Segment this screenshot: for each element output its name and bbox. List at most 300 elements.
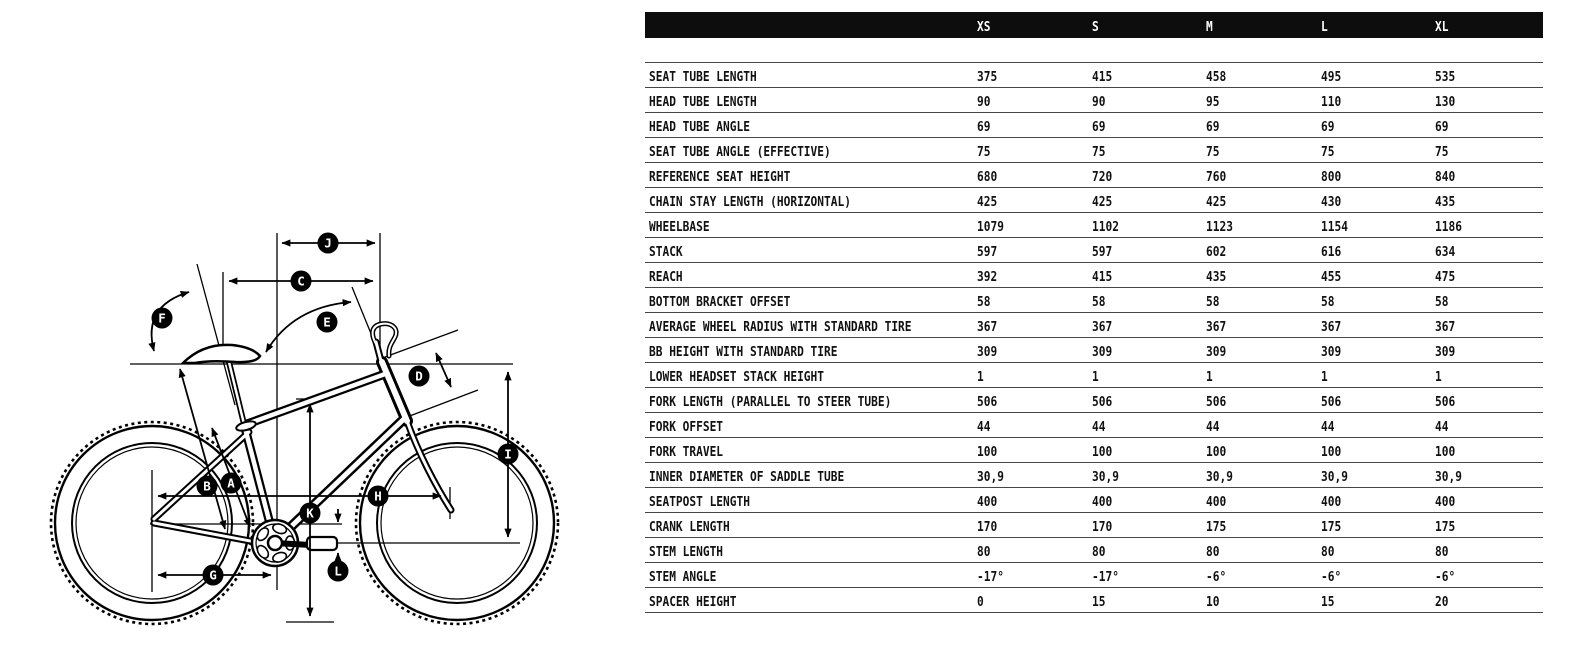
cell-m bbox=[1206, 416, 1321, 435]
cell-xs bbox=[977, 566, 1092, 585]
cell-l bbox=[1321, 291, 1435, 310]
cell-xl-text: 175 bbox=[1435, 519, 1456, 535]
table-row bbox=[645, 337, 1543, 362]
cell-xl bbox=[1435, 166, 1543, 185]
cell-l bbox=[1321, 341, 1435, 360]
cell-xs bbox=[977, 541, 1092, 560]
cell-xs bbox=[977, 416, 1092, 435]
dim-b bbox=[180, 369, 225, 529]
cell-xs bbox=[977, 191, 1092, 210]
cell-s bbox=[1092, 266, 1206, 285]
cell-s-text: 425 bbox=[1092, 194, 1113, 210]
cell-l bbox=[1321, 116, 1435, 135]
cell-xl bbox=[1435, 241, 1543, 260]
cell-m-text: -6° bbox=[1206, 569, 1227, 585]
row-label-text: INNER DIAMETER OF SADDLE TUBE bbox=[649, 469, 845, 485]
cell-l-text: 800 bbox=[1321, 169, 1342, 185]
cell-xs-text: 100 bbox=[977, 444, 998, 460]
row-label bbox=[645, 216, 977, 235]
cell-xs-text: 170 bbox=[977, 519, 998, 535]
row-label bbox=[645, 566, 977, 585]
cell-l-text: 69 bbox=[1321, 119, 1335, 135]
cell-l-text: 616 bbox=[1321, 244, 1342, 260]
row-label-text: FORK TRAVEL bbox=[649, 444, 724, 460]
cell-l bbox=[1321, 241, 1435, 260]
table-row bbox=[645, 412, 1543, 437]
cell-l-text: 80 bbox=[1321, 544, 1335, 560]
table-row bbox=[645, 162, 1543, 187]
dim-label-f bbox=[152, 308, 173, 329]
row-label bbox=[645, 366, 977, 385]
cell-xl-text: 58 bbox=[1435, 294, 1449, 310]
cell-s-text: 1 bbox=[1092, 369, 1099, 385]
row-label-text: AVERAGE WHEEL RADIUS WITH STANDARD TIRE bbox=[649, 319, 912, 335]
geometry-table bbox=[645, 12, 1543, 613]
cell-s-text: 58 bbox=[1092, 294, 1106, 310]
cell-l bbox=[1321, 366, 1435, 385]
cell-m bbox=[1206, 316, 1321, 335]
cell-xs bbox=[977, 591, 1092, 610]
cell-s-text: 506 bbox=[1092, 394, 1113, 410]
cell-xs-text: 506 bbox=[977, 394, 998, 410]
table-row bbox=[645, 512, 1543, 537]
cell-l bbox=[1321, 191, 1435, 210]
cell-l bbox=[1321, 66, 1435, 85]
cell-xl bbox=[1435, 216, 1543, 235]
cell-s bbox=[1092, 216, 1206, 235]
dim-label-h bbox=[368, 486, 389, 507]
row-label bbox=[645, 316, 977, 335]
cell-xs bbox=[977, 316, 1092, 335]
cell-m-text: 80 bbox=[1206, 544, 1220, 560]
cell-l bbox=[1321, 591, 1435, 610]
cell-xl bbox=[1435, 516, 1543, 535]
cell-xs bbox=[977, 491, 1092, 510]
size-header-row bbox=[645, 12, 1543, 38]
cell-l bbox=[1321, 466, 1435, 485]
cell-s bbox=[1092, 466, 1206, 485]
cell-xs bbox=[977, 116, 1092, 135]
cell-m bbox=[1206, 516, 1321, 535]
row-label-text: SEAT TUBE LENGTH bbox=[649, 69, 757, 85]
cell-s bbox=[1092, 116, 1206, 135]
seatpost-clamp bbox=[235, 420, 256, 433]
dim-label-j bbox=[318, 233, 339, 254]
cell-xl-text: 75 bbox=[1435, 144, 1449, 160]
cell-xl bbox=[1435, 116, 1543, 135]
cell-s-text: 30,9 bbox=[1092, 469, 1119, 485]
bike-diagram bbox=[0, 0, 645, 650]
cell-xs-text: 30,9 bbox=[977, 469, 1004, 485]
cell-l bbox=[1321, 216, 1435, 235]
row-label bbox=[645, 391, 977, 410]
cell-xs-text: 680 bbox=[977, 169, 998, 185]
row-label-text: HEAD TUBE LENGTH bbox=[649, 94, 757, 110]
cell-s bbox=[1092, 91, 1206, 110]
cell-l-text: 58 bbox=[1321, 294, 1335, 310]
cell-xl-text: 130 bbox=[1435, 94, 1456, 110]
row-label bbox=[645, 166, 977, 185]
cell-l-text: 400 bbox=[1321, 494, 1342, 510]
cell-xs-text: 1079 bbox=[977, 219, 1004, 235]
cell-s bbox=[1092, 416, 1206, 435]
row-label-text: FORK LENGTH (PARALLEL TO STEER TUBE) bbox=[649, 394, 892, 410]
cell-xs-text: 1 bbox=[977, 369, 984, 385]
cell-xl bbox=[1435, 91, 1543, 110]
cell-m bbox=[1206, 241, 1321, 260]
cell-l bbox=[1321, 566, 1435, 585]
cell-s-text: 720 bbox=[1092, 169, 1113, 185]
cell-m-text: 69 bbox=[1206, 119, 1220, 135]
cell-m bbox=[1206, 166, 1321, 185]
cell-m bbox=[1206, 541, 1321, 560]
cell-xl-text: 44 bbox=[1435, 419, 1449, 435]
cell-m bbox=[1206, 216, 1321, 235]
row-label-text: SPACER HEIGHT bbox=[649, 594, 737, 610]
cell-s-text: 90 bbox=[1092, 94, 1106, 110]
size-col-header-l bbox=[1321, 16, 1435, 35]
table-row bbox=[645, 62, 1543, 87]
cell-xs bbox=[977, 341, 1092, 360]
table-row bbox=[645, 112, 1543, 137]
cell-s-text: 415 bbox=[1092, 269, 1113, 285]
size-col-header-xs-text: XS bbox=[977, 19, 991, 35]
cell-m-text: 400 bbox=[1206, 494, 1227, 510]
cell-l bbox=[1321, 166, 1435, 185]
cell-s bbox=[1092, 141, 1206, 160]
cell-s-text: 415 bbox=[1092, 69, 1113, 85]
size-col-header-m-text: M bbox=[1206, 19, 1213, 35]
cell-s bbox=[1092, 391, 1206, 410]
cell-s-text: 309 bbox=[1092, 344, 1113, 360]
row-label-text: STEM LENGTH bbox=[649, 544, 724, 560]
saddle bbox=[183, 345, 260, 363]
cell-m-text: 425 bbox=[1206, 194, 1227, 210]
cell-xs-text: 69 bbox=[977, 119, 991, 135]
cell-xl bbox=[1435, 441, 1543, 460]
cell-xs-text: 80 bbox=[977, 544, 991, 560]
size-col-header-xl-text: XL bbox=[1435, 19, 1449, 35]
row-label-text: SEAT TUBE ANGLE (EFFECTIVE) bbox=[649, 144, 831, 160]
cell-l-text: 455 bbox=[1321, 269, 1342, 285]
row-label bbox=[645, 516, 977, 535]
cell-m bbox=[1206, 91, 1321, 110]
cell-l-text: 44 bbox=[1321, 419, 1335, 435]
cell-m bbox=[1206, 341, 1321, 360]
cell-xl-text: 840 bbox=[1435, 169, 1456, 185]
cell-s bbox=[1092, 241, 1206, 260]
row-label-text: CRANK LENGTH bbox=[649, 519, 730, 535]
cell-s-text: 80 bbox=[1092, 544, 1106, 560]
cell-xs bbox=[977, 516, 1092, 535]
table-row bbox=[645, 287, 1543, 312]
cell-xl-text: 535 bbox=[1435, 69, 1456, 85]
cell-m bbox=[1206, 441, 1321, 460]
cell-xs-text: 425 bbox=[977, 194, 998, 210]
cell-m bbox=[1206, 266, 1321, 285]
cell-xl bbox=[1435, 566, 1543, 585]
cell-l-text: 75 bbox=[1321, 144, 1335, 160]
cell-l bbox=[1321, 391, 1435, 410]
cell-xl bbox=[1435, 416, 1543, 435]
dim-e-arc bbox=[266, 302, 351, 352]
row-label-text: WHEELBASE bbox=[649, 219, 710, 235]
dimension-arrows bbox=[152, 243, 508, 616]
cell-l-text: 1 bbox=[1321, 369, 1328, 385]
size-col-header-xl bbox=[1435, 16, 1543, 35]
cell-m bbox=[1206, 466, 1321, 485]
row-label bbox=[645, 91, 977, 110]
cell-m-text: 95 bbox=[1206, 94, 1220, 110]
cell-xl bbox=[1435, 191, 1543, 210]
svg-text:H: H bbox=[374, 488, 382, 504]
cell-l bbox=[1321, 541, 1435, 560]
cell-m-text: 435 bbox=[1206, 269, 1227, 285]
cell-l-text: 110 bbox=[1321, 94, 1342, 110]
cell-xl-text: 367 bbox=[1435, 319, 1456, 335]
cell-s-text: 170 bbox=[1092, 519, 1113, 535]
cell-xl bbox=[1435, 341, 1543, 360]
cell-l-text: 309 bbox=[1321, 344, 1342, 360]
row-label-text: FORK OFFSET bbox=[649, 419, 724, 435]
cell-xs bbox=[977, 91, 1092, 110]
row-label bbox=[645, 416, 977, 435]
wheels bbox=[51, 422, 558, 624]
svg-text:K: K bbox=[306, 505, 314, 521]
cell-xl-text: 435 bbox=[1435, 194, 1456, 210]
dim-label-g bbox=[203, 565, 224, 586]
cell-xs-text: 90 bbox=[977, 94, 991, 110]
row-label bbox=[645, 541, 977, 560]
cell-m-text: 1 bbox=[1206, 369, 1213, 385]
cell-l bbox=[1321, 441, 1435, 460]
seat-tube-axis-line bbox=[197, 264, 235, 405]
size-col-header-m bbox=[1206, 16, 1321, 35]
cell-s-text: 15 bbox=[1092, 594, 1106, 610]
svg-text:J: J bbox=[324, 235, 332, 251]
cell-s bbox=[1092, 191, 1206, 210]
cell-s bbox=[1092, 341, 1206, 360]
cell-m-text: 44 bbox=[1206, 419, 1220, 435]
cell-xl bbox=[1435, 466, 1543, 485]
cell-m-text: 367 bbox=[1206, 319, 1227, 335]
cell-m-text: 309 bbox=[1206, 344, 1227, 360]
cell-m bbox=[1206, 116, 1321, 135]
row-label-text: SEATPOST LENGTH bbox=[649, 494, 750, 510]
cell-l bbox=[1321, 516, 1435, 535]
cell-xs-text: 44 bbox=[977, 419, 991, 435]
cell-xs-text: 58 bbox=[977, 294, 991, 310]
cell-s bbox=[1092, 291, 1206, 310]
table-row bbox=[645, 312, 1543, 337]
row-label bbox=[645, 291, 977, 310]
cell-l bbox=[1321, 416, 1435, 435]
cell-l-text: 30,9 bbox=[1321, 469, 1348, 485]
cell-m bbox=[1206, 566, 1321, 585]
cell-xl-text: 1 bbox=[1435, 369, 1442, 385]
cell-xl bbox=[1435, 141, 1543, 160]
svg-text:G: G bbox=[209, 567, 217, 583]
cell-s bbox=[1092, 491, 1206, 510]
cell-xs-text: 597 bbox=[977, 244, 998, 260]
cell-s bbox=[1092, 516, 1206, 535]
pedal bbox=[307, 537, 337, 550]
row-label-text: HEAD TUBE ANGLE bbox=[649, 119, 750, 135]
cell-xl-text: 30,9 bbox=[1435, 469, 1462, 485]
cell-s bbox=[1092, 66, 1206, 85]
svg-text:I: I bbox=[504, 446, 512, 462]
svg-text:C: C bbox=[297, 273, 305, 289]
row-label bbox=[645, 241, 977, 260]
header-gap bbox=[645, 38, 1543, 62]
cell-s-text: 44 bbox=[1092, 419, 1106, 435]
cell-xl-text: -6° bbox=[1435, 569, 1456, 585]
cell-l-text: 100 bbox=[1321, 444, 1342, 460]
cell-l bbox=[1321, 141, 1435, 160]
cell-m-text: 10 bbox=[1206, 594, 1220, 610]
cell-xl-text: 1186 bbox=[1435, 219, 1462, 235]
row-label-text: STACK bbox=[649, 244, 683, 260]
cell-xs bbox=[977, 216, 1092, 235]
cell-m-text: 602 bbox=[1206, 244, 1227, 260]
cell-xl-text: 506 bbox=[1435, 394, 1456, 410]
table-row bbox=[645, 562, 1543, 587]
cell-xl bbox=[1435, 266, 1543, 285]
table-row bbox=[645, 362, 1543, 387]
dim-label-k bbox=[300, 503, 321, 524]
row-label-text: REACH bbox=[649, 269, 683, 285]
row-label bbox=[645, 266, 977, 285]
table-row bbox=[645, 487, 1543, 512]
cell-s-text: 75 bbox=[1092, 144, 1106, 160]
cell-xs-text: 309 bbox=[977, 344, 998, 360]
table-row bbox=[645, 437, 1543, 462]
svg-text:L: L bbox=[334, 563, 342, 579]
dim-label-d bbox=[409, 366, 430, 387]
cell-s-text: -17° bbox=[1092, 569, 1119, 585]
cell-xl-text: 69 bbox=[1435, 119, 1449, 135]
cell-l-text: 495 bbox=[1321, 69, 1342, 85]
row-label-text: BB HEIGHT WITH STANDARD TIRE bbox=[649, 344, 838, 360]
cell-l-text: 506 bbox=[1321, 394, 1342, 410]
bb-hub bbox=[268, 536, 282, 550]
size-col-header-xs bbox=[977, 16, 1092, 35]
cell-m bbox=[1206, 66, 1321, 85]
cell-l bbox=[1321, 316, 1435, 335]
cell-xs-text: 367 bbox=[977, 319, 998, 335]
cell-m-text: 30,9 bbox=[1206, 469, 1233, 485]
cell-l-text: 430 bbox=[1321, 194, 1342, 210]
row-label bbox=[645, 116, 977, 135]
cell-xs bbox=[977, 466, 1092, 485]
cell-l-text: 367 bbox=[1321, 319, 1342, 335]
cell-xs-text: 392 bbox=[977, 269, 998, 285]
row-label-text: CHAIN STAY LENGTH (HORIZONTAL) bbox=[649, 194, 851, 210]
table-row bbox=[645, 237, 1543, 262]
cell-s bbox=[1092, 316, 1206, 335]
svg-text:B: B bbox=[203, 478, 211, 494]
dim-d bbox=[436, 353, 451, 387]
cell-xl-text: 400 bbox=[1435, 494, 1456, 510]
row-label bbox=[645, 466, 977, 485]
cell-xl-text: 475 bbox=[1435, 269, 1456, 285]
cell-xl bbox=[1435, 66, 1543, 85]
svg-text:A: A bbox=[227, 475, 235, 491]
size-col-header-s-text: S bbox=[1092, 19, 1099, 35]
dim-label-c bbox=[291, 271, 312, 292]
cell-l bbox=[1321, 491, 1435, 510]
table-row bbox=[645, 537, 1543, 562]
cell-xs bbox=[977, 266, 1092, 285]
cell-m bbox=[1206, 591, 1321, 610]
dim-label-a bbox=[221, 473, 242, 494]
cell-l-text: -6° bbox=[1321, 569, 1342, 585]
cell-m-text: 100 bbox=[1206, 444, 1227, 460]
cell-xl bbox=[1435, 366, 1543, 385]
row-label bbox=[645, 341, 977, 360]
table-row bbox=[645, 212, 1543, 237]
size-col-header-s bbox=[1092, 16, 1206, 35]
cell-xs bbox=[977, 166, 1092, 185]
cell-l-text: 175 bbox=[1321, 519, 1342, 535]
svg-text:F: F bbox=[158, 310, 166, 326]
cell-m-text: 58 bbox=[1206, 294, 1220, 310]
cell-xl bbox=[1435, 391, 1543, 410]
cell-l-text: 15 bbox=[1321, 594, 1335, 610]
dim-label-b bbox=[197, 476, 218, 497]
cell-m bbox=[1206, 141, 1321, 160]
cell-xl bbox=[1435, 591, 1543, 610]
row-label bbox=[645, 491, 977, 510]
row-label bbox=[645, 191, 977, 210]
cell-xs bbox=[977, 391, 1092, 410]
cell-m bbox=[1206, 366, 1321, 385]
cell-xs-text: 75 bbox=[977, 144, 991, 160]
row-label-text: BOTTOM BRACKET OFFSET bbox=[649, 294, 791, 310]
cell-m-text: 760 bbox=[1206, 169, 1227, 185]
cell-m-text: 75 bbox=[1206, 144, 1220, 160]
row-label-text: REFERENCE SEAT HEIGHT bbox=[649, 169, 791, 185]
cell-s-text: 100 bbox=[1092, 444, 1113, 460]
cell-xl-text: 100 bbox=[1435, 444, 1456, 460]
cell-s bbox=[1092, 541, 1206, 560]
cell-s-text: 400 bbox=[1092, 494, 1113, 510]
cell-m bbox=[1206, 191, 1321, 210]
cell-xl bbox=[1435, 491, 1543, 510]
cell-s bbox=[1092, 566, 1206, 585]
row-label bbox=[645, 66, 977, 85]
cell-xs bbox=[977, 241, 1092, 260]
cell-s-text: 597 bbox=[1092, 244, 1113, 260]
cell-xs-text: -17° bbox=[977, 569, 1004, 585]
cell-m bbox=[1206, 391, 1321, 410]
row-label-text: LOWER HEADSET STACK HEIGHT bbox=[649, 369, 825, 385]
svg-text:D: D bbox=[415, 368, 423, 384]
cell-s bbox=[1092, 366, 1206, 385]
cell-m-text: 175 bbox=[1206, 519, 1227, 535]
dim-label-i bbox=[498, 444, 519, 465]
dim-label-l bbox=[328, 561, 349, 582]
cell-xs bbox=[977, 366, 1092, 385]
cell-xs-text: 400 bbox=[977, 494, 998, 510]
head-tube-bottom-guide bbox=[407, 390, 478, 417]
dim-label-e bbox=[317, 312, 338, 333]
cell-s bbox=[1092, 591, 1206, 610]
cell-m-text: 458 bbox=[1206, 69, 1227, 85]
cell-s-text: 1102 bbox=[1092, 219, 1119, 235]
table-row bbox=[645, 462, 1543, 487]
cell-xl-text: 309 bbox=[1435, 344, 1456, 360]
